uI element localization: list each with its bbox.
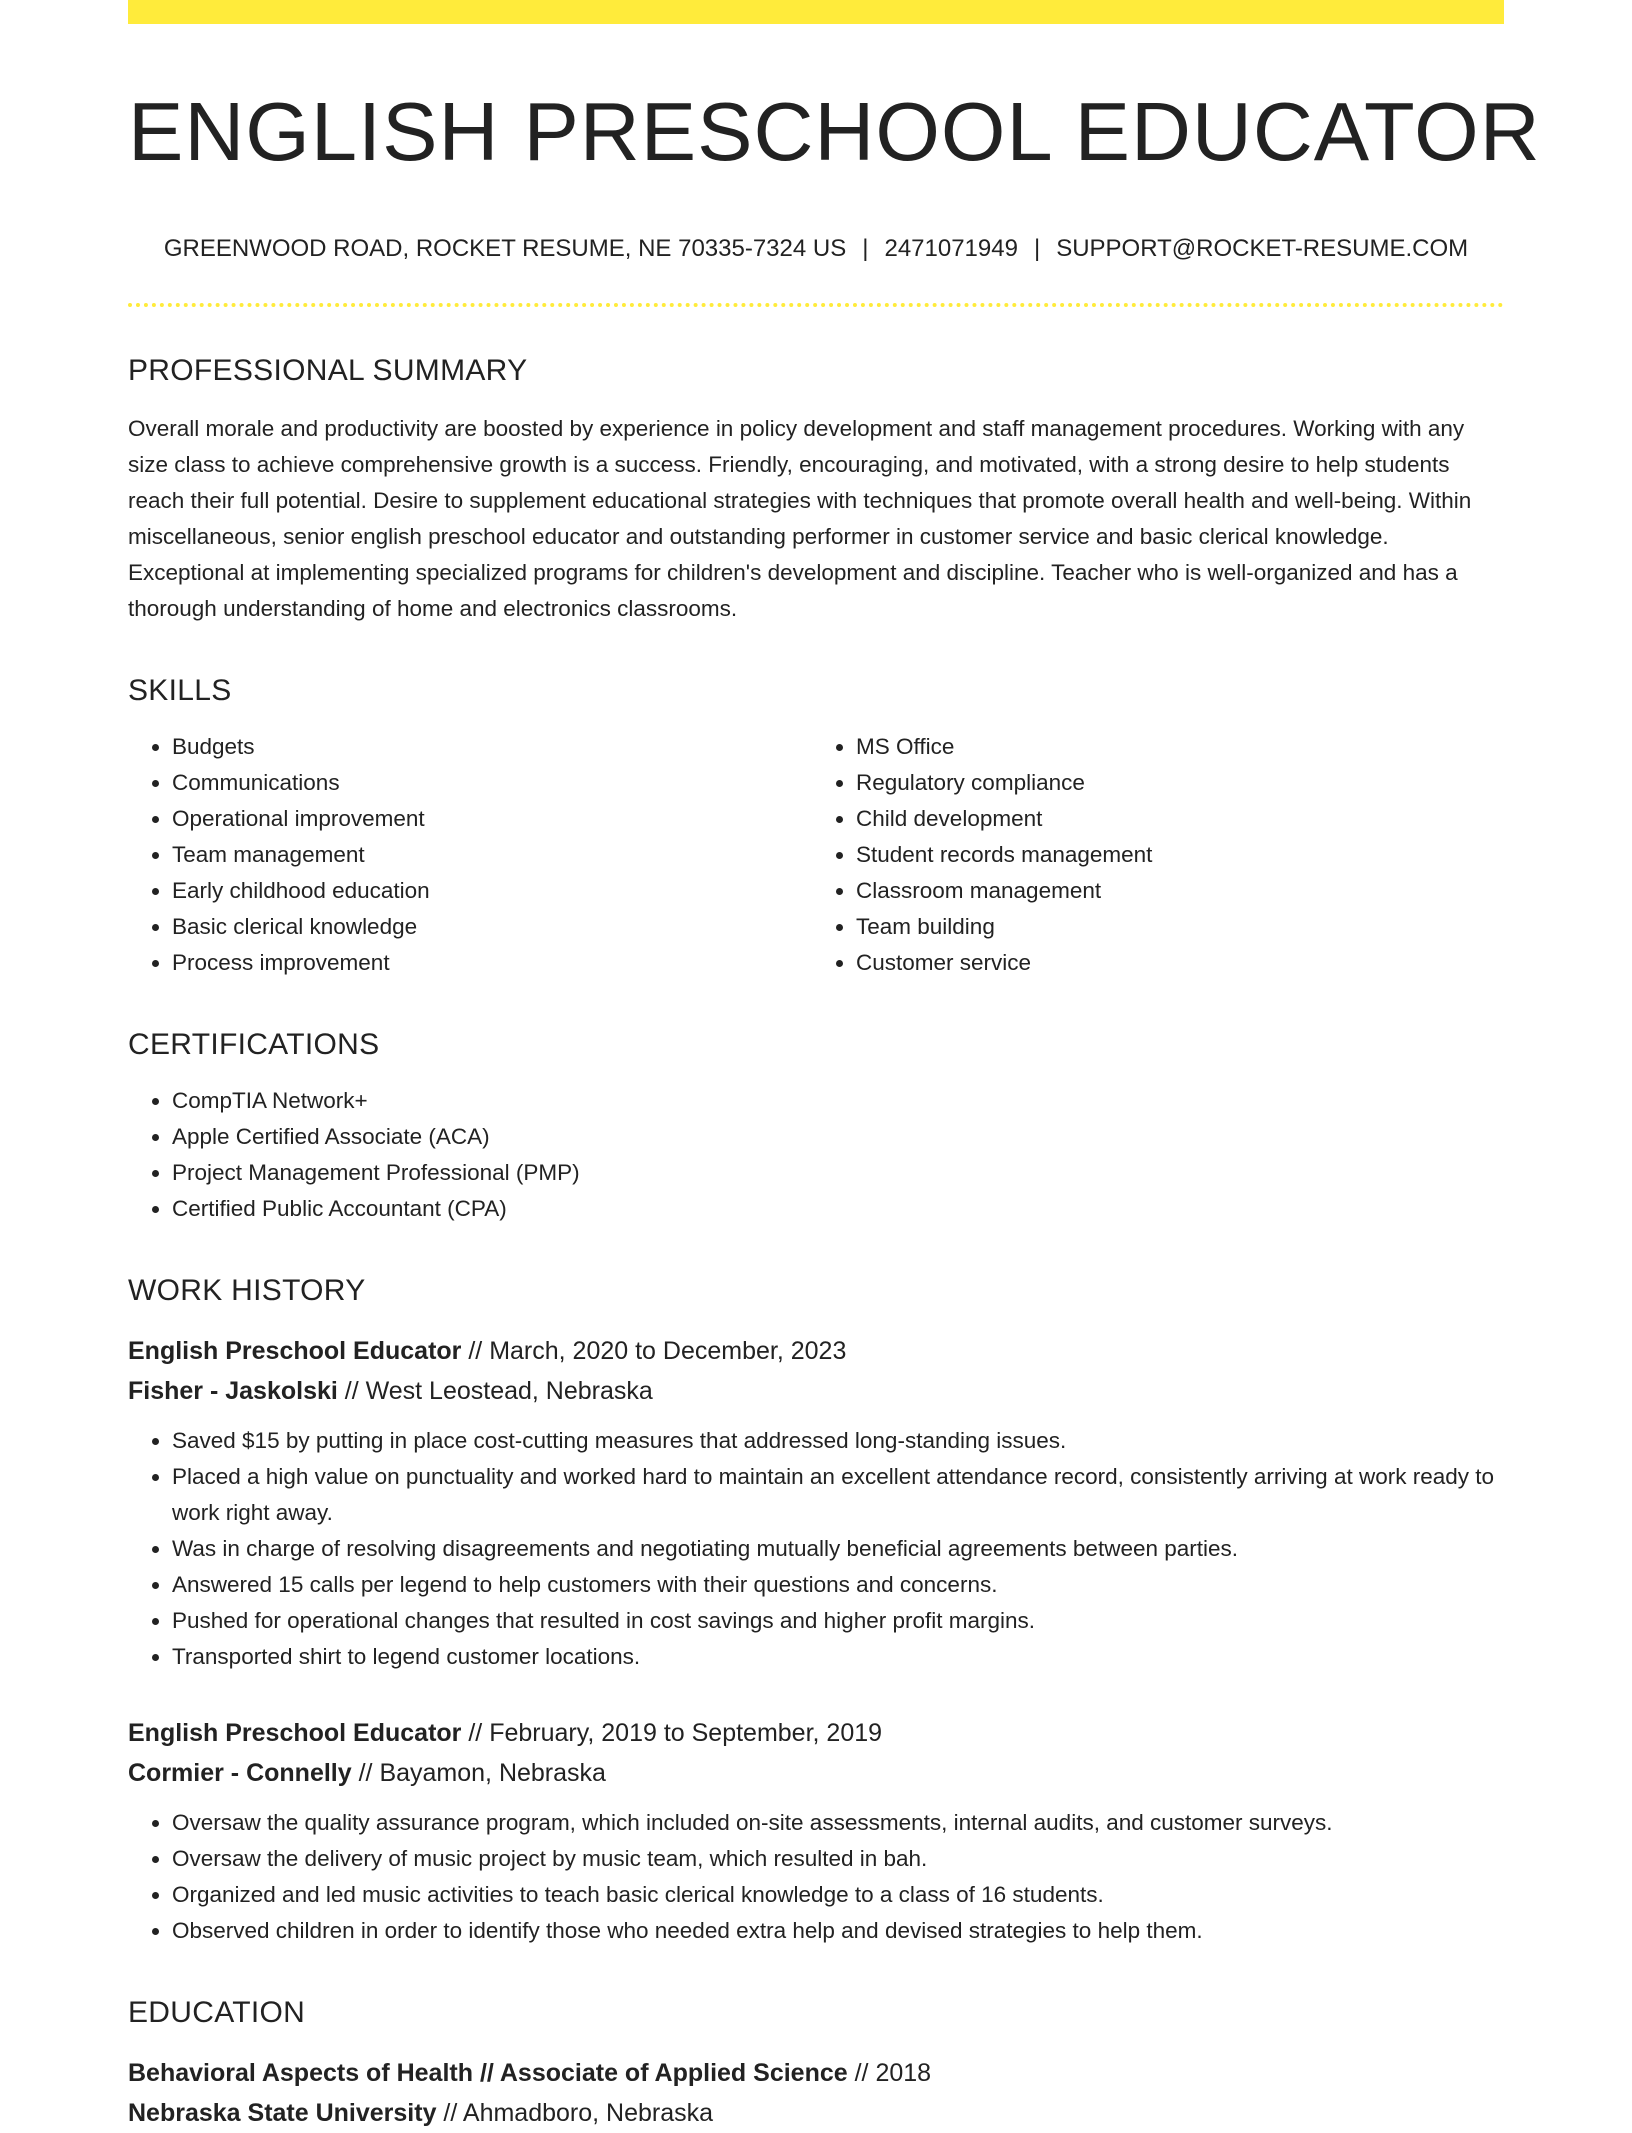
skill-item: • Student records management <box>856 837 1490 873</box>
education-school: Nebraska State University <box>128 2099 437 2128</box>
job-bullet: • Oversaw the quality assurance program, which included on-site assessments, internal audits, and customer surveys. <box>172 1805 1504 1841</box>
certifications-list <box>128 1083 1504 1227</box>
job-bullet: • Organized and led music activities to teach basic clerical knowledge to a class of 16 students. <box>172 1877 1504 1913</box>
job-bullet: • Transported shirt to legend customer locations. <box>172 1639 1504 1675</box>
job-company-line <box>128 1371 1504 1411</box>
job-title-line <box>128 1331 1504 1371</box>
job-company: Cormier - Connelly <box>128 1759 352 1788</box>
skill-item: • Process improvement <box>172 945 806 981</box>
education-degree: Behavioral Aspects of Health // Associate of Applied Science <box>128 2059 848 2088</box>
education-entry <box>128 2053 1504 2133</box>
section-heading-certifications: CERTIFICATIONS <box>128 1028 380 1062</box>
skill-item: • Child development <box>856 801 1490 837</box>
job-dates: // February, 2019 to September, 2019 <box>461 1719 883 1748</box>
section-heading-education: EDUCATION <box>128 1996 306 2030</box>
skill-item: • Regulatory compliance <box>856 765 1490 801</box>
skills-list-right <box>806 729 1490 981</box>
education-school-line <box>128 2093 1504 2133</box>
job-bullets <box>128 1805 1504 1949</box>
email: SUPPORT@ROCKET-RESUME.COM <box>1056 235 1469 263</box>
skills-columns <box>128 729 1504 981</box>
address: GREENWOOD ROAD, ROCKET RESUME, NE 70335-7324 US <box>163 235 847 263</box>
section-heading-work-history: WORK HISTORY <box>128 1274 366 1308</box>
job-title: English Preschool Educator <box>128 1337 462 1366</box>
job-bullet: • Saved $15 by putting in place cost-cutting measures that addressed long-standing issues. <box>172 1423 1504 1459</box>
education-location: // Ahmadboro, Nebraska <box>436 2099 714 2128</box>
contact-line <box>128 235 1504 264</box>
skill-item: • Operational improvement <box>172 801 806 837</box>
skill-item: • Budgets <box>172 729 806 765</box>
skill-item: • Communications <box>172 765 806 801</box>
job-bullet: • Oversaw the delivery of music project by music team, which resulted in bah. <box>172 1841 1504 1877</box>
section-heading-skills: SKILLS <box>128 674 232 708</box>
job-title: English Preschool Educator <box>128 1719 462 1748</box>
skill-item: • Basic clerical knowledge <box>172 909 806 945</box>
resume-page <box>128 0 1541 2133</box>
skill-item: • Customer service <box>856 945 1490 981</box>
job-title-line <box>128 1713 1504 1753</box>
education-year: // 2018 <box>847 2059 932 2088</box>
certification-item: • CompTIA Network+ <box>172 1083 1504 1119</box>
certification-item: • Certified Public Accountant (CPA) <box>172 1191 1504 1227</box>
job-company: Fisher - Jaskolski <box>128 1377 338 1406</box>
job-entry <box>128 1331 1504 1675</box>
skills-list-left <box>128 729 806 981</box>
phone: 2471071949 <box>884 235 1018 263</box>
separator: | <box>862 235 869 263</box>
certification-item: • Project Management Professional (PMP) <box>172 1155 1504 1191</box>
job-bullets <box>128 1423 1504 1675</box>
job-company-line <box>128 1753 1504 1793</box>
education-degree-line <box>128 2053 1504 2093</box>
job-location: // West Leostead, Nebraska <box>337 1377 653 1406</box>
job-location: // Bayamon, Nebraska <box>351 1759 606 1788</box>
skill-item: • MS Office <box>856 729 1490 765</box>
skill-item: • Early childhood education <box>172 873 806 909</box>
job-dates: // March, 2020 to December, 2023 <box>461 1337 847 1366</box>
summary-text: Overall morale and productivity are boosted by experience in policy development and staff management procedures. Working with any size class to achieve comprehensive growth is a success. Friendly, encouraging, and motivated, with a strong desire to help students reach their full potential. Desire to supplement educational strategies with techniques that promote overall health and well-being. Within miscellaneous, senior english preschool educator and outstanding performer in customer service and basic clerical knowledge. Exceptional at implementing specialized programs for children's development and discipline. Teacher who is well-organized and has a thorough understanding of home and electronics classrooms. <box>128 416 1472 622</box>
accent-bar <box>128 0 1504 24</box>
job-bullet: • Pushed for operational changes that resulted in cost savings and higher profit margins. <box>172 1603 1504 1639</box>
skill-item: • Team management <box>172 837 806 873</box>
certification-item: • Apple Certified Associate (ACA) <box>172 1119 1504 1155</box>
separator: | <box>1033 235 1041 263</box>
dotted-divider <box>128 303 1504 307</box>
job-bullet: • Observed children in order to identify those who needed extra help and devised strategies to help them. <box>172 1913 1504 1949</box>
skill-item: • Classroom management <box>856 873 1490 909</box>
section-heading-summary: PROFESSIONAL SUMMARY <box>128 354 528 388</box>
job-bullet: • Was in charge of resolving disagreements and negotiating mutually beneficial agreements between parties. <box>172 1531 1504 1567</box>
skill-item: • Team building <box>856 909 1490 945</box>
resume-name: ENGLISH PRESCHOOL EDUCATOR <box>128 85 1541 178</box>
job-bullet: • Answered 15 calls per legend to help customers with their questions and concerns. <box>172 1567 1504 1603</box>
job-bullet: • Placed a high value on punctuality and worked hard to maintain an excellent attendance record, consistently arriving at work ready to work right away. <box>172 1459 1504 1531</box>
job-entry <box>128 1713 1504 1949</box>
